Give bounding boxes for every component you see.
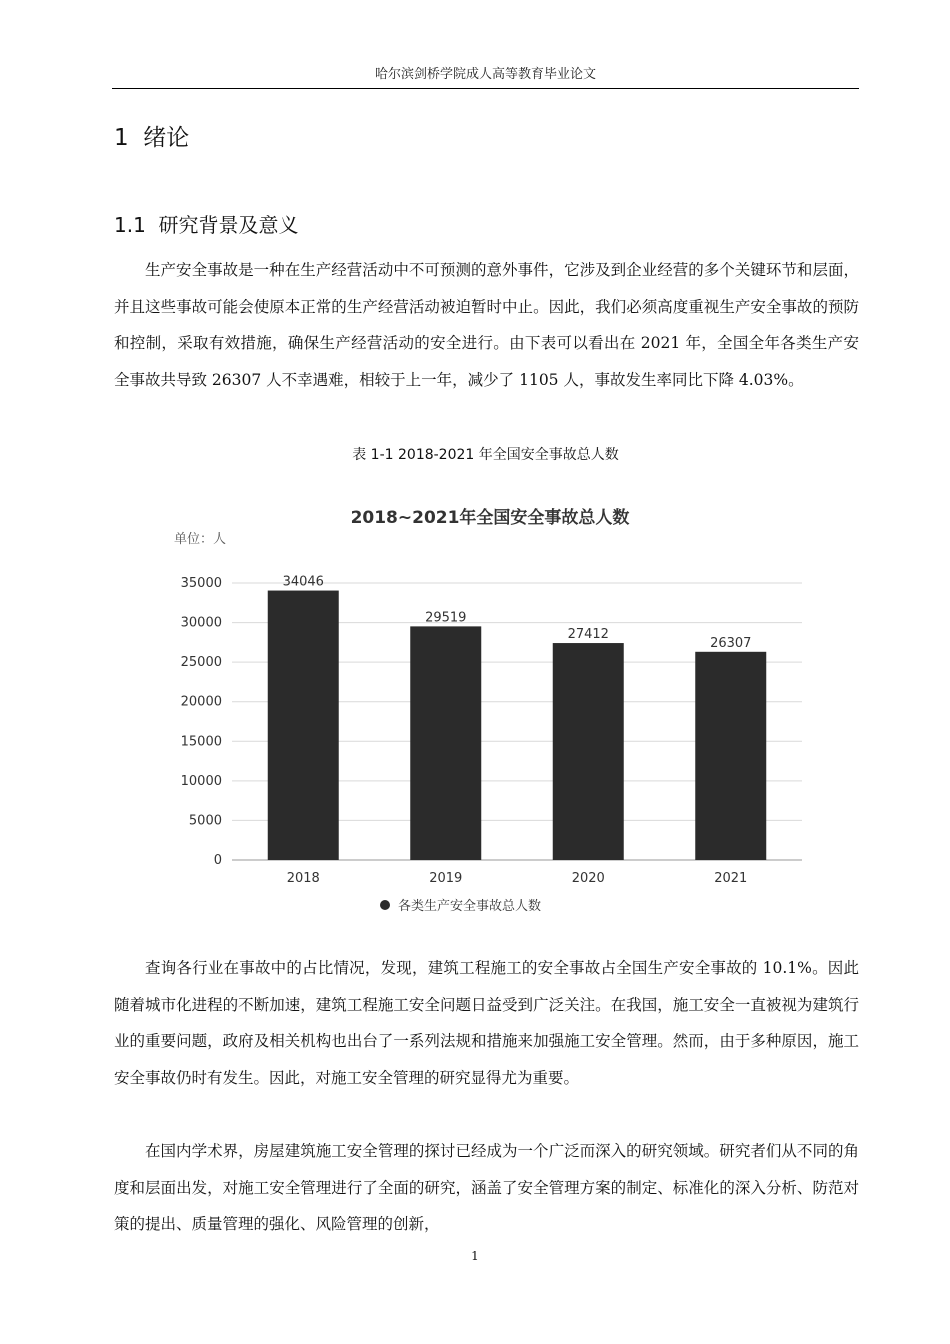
bar-2021: [695, 652, 766, 860]
section-title: 研究背景及意义: [158, 213, 299, 237]
legend-marker: [380, 900, 390, 910]
data-label-2020: 27412: [567, 627, 609, 643]
section-heading: [114, 210, 299, 240]
bars-layer: [268, 575, 767, 886]
bar-2018: [268, 591, 339, 860]
chapter-number: 1: [114, 125, 129, 151]
running-header: 哈尔滨剑桥学院成人高等教育毕业论文: [374, 67, 596, 82]
chart-title: 2018~2021年全国安全事故总人数: [350, 508, 630, 528]
legend: [380, 898, 541, 914]
bar-chart: [142, 480, 817, 935]
data-label-2018: 34046: [282, 574, 324, 590]
y-tick-label: 25000: [180, 655, 222, 671]
y-tick-label: 0: [213, 853, 222, 868]
x-tick-label-2018: 2018: [286, 871, 320, 886]
table-caption: 表 1-1 2018-2021 年全国安全事故总人数: [352, 447, 619, 463]
y-tick-label: 20000: [180, 694, 222, 710]
y-tick-label: 30000: [180, 615, 222, 631]
x-tick-label-2021: 2021: [714, 871, 748, 886]
chart-container: [142, 480, 817, 935]
header-rule: [112, 88, 859, 89]
chapter-title: 绪论: [143, 125, 190, 151]
page-number: 1: [471, 1249, 479, 1263]
chapter-heading: [114, 122, 189, 154]
section-number: 1.1: [114, 213, 146, 237]
legend-label: 各类生产安全事故总人数: [398, 899, 542, 914]
data-label-2021: 26307: [710, 635, 752, 651]
data-label-2019: 29519: [425, 610, 467, 626]
paragraph-1: 生产安全事故是一种在生产经营活动中不可预测的意外事件，它涉及到企业经营的多个关键环节和层面，并且这些事故可能会使原本正常的生产经营活动被迫暂时中止。因此，我们必须高度重视生产安全事故的预防和控制，采取有效措施，确保生产经营活动的安全进行。由下表可以看出在 2021 年，全国全年各类生产安全事故共导致 26307 人不幸遇难，相较于上一年，减少了 1105 人，事故发生率同比下降 4.03%。: [114, 261, 859, 389]
paragraph-2: 查询各行业在事故中的占比情况，发现，建筑工程施工的安全事故占全国生产安全事故的 10.1%。因此随着城市化进程的不断加速，建筑工程施工安全问题日益受到广泛关注。在我国，施工安全一直被视为建筑行业的重要问题，政府及相关机构也出台了一系列法规和措施来加强施工安全管理。然而，由于多种原因，施工安全事故仍时有发生。因此，对施工安全管理的研究显得尤为重要。: [114, 959, 859, 1087]
y-tick-label: 5000: [188, 813, 222, 829]
paragraph-3: 在国内学术界，房屋建筑施工安全管理的探讨已经成为一个广泛而深入的研究领域。研究者们从不同的角度和层面出发，对施工安全管理进行了全面的研究，涵盖了安全管理方案的制定、标准化的深入分析、防范对策的提出、质量管理的强化、风险管理的创新，: [114, 1142, 859, 1234]
y-tick-label: 10000: [180, 773, 222, 789]
bar-2019: [410, 626, 481, 860]
y-tick-label: 15000: [180, 734, 222, 750]
bar-2020: [553, 643, 624, 860]
x-tick-label-2019: 2019: [429, 871, 463, 886]
unit-label: 单位：人: [174, 532, 227, 547]
y-tick-label: 35000: [180, 576, 222, 591]
x-tick-label-2020: 2020: [571, 871, 605, 886]
